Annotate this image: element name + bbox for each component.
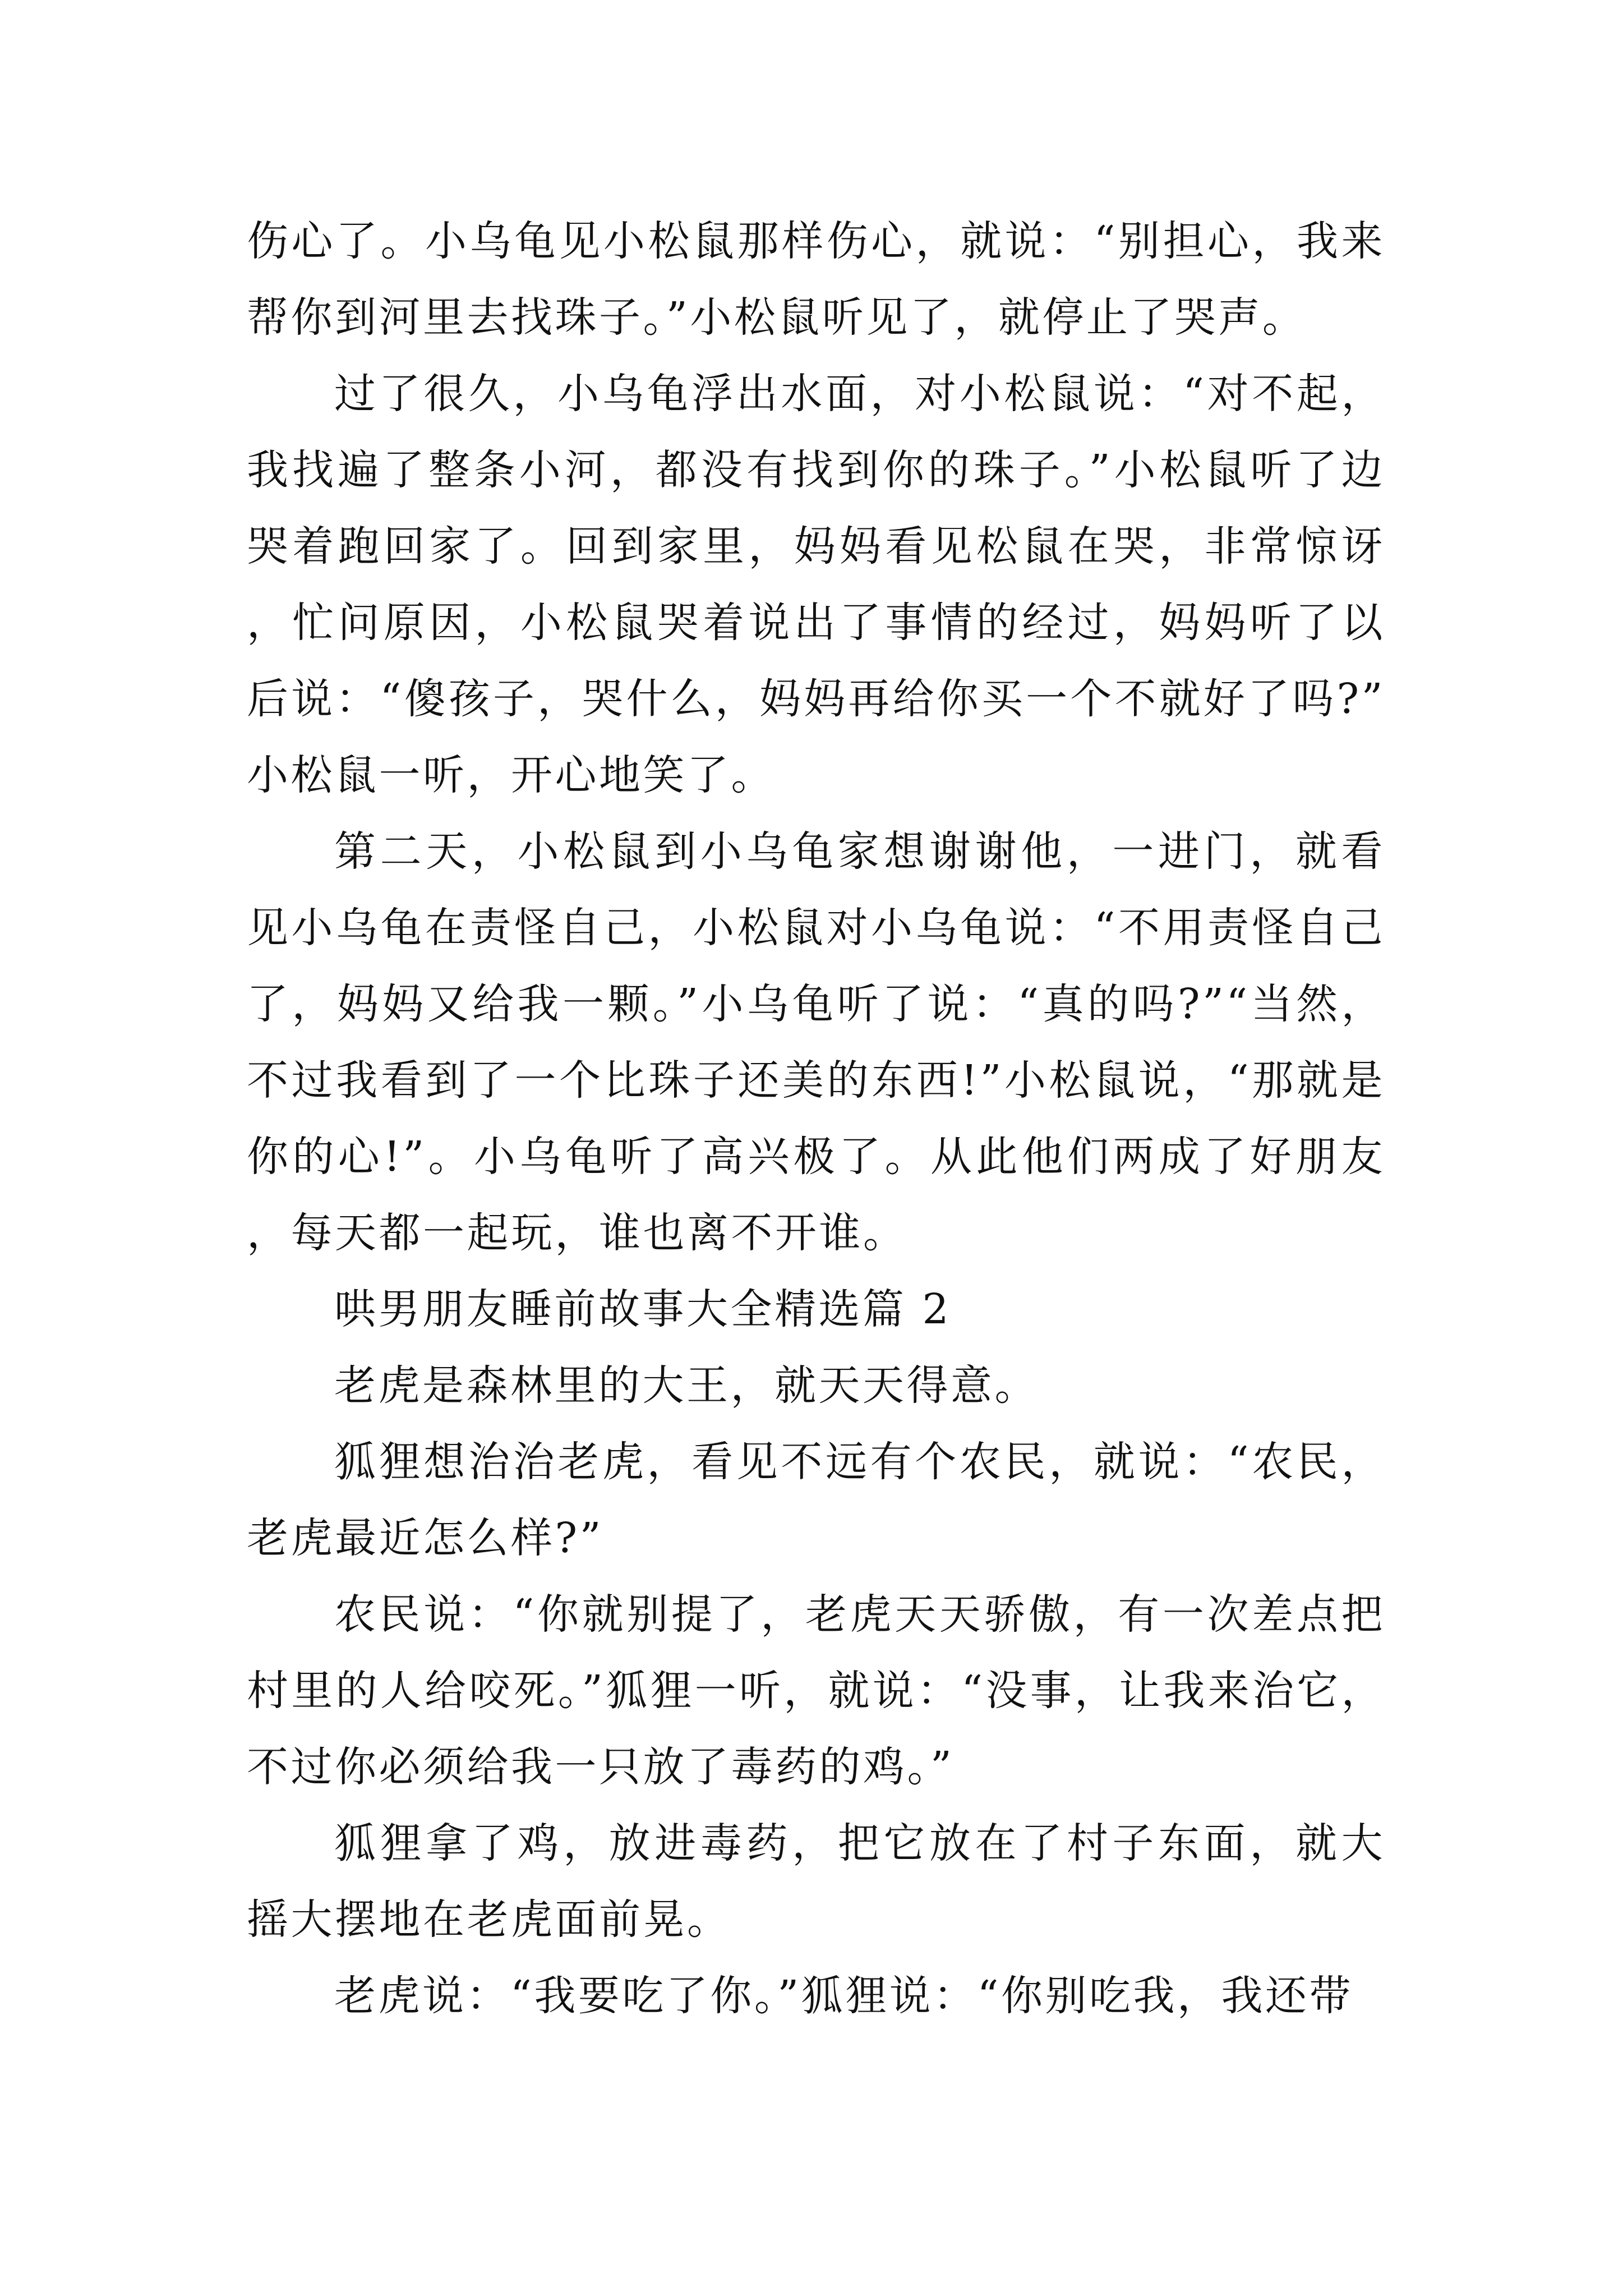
paragraph-1: 伤心了。小乌龟见小松鼠那样伤心，就说：“别担心，我来帮你到河里去找珠子。”小松鼠听见了，就停止了哭声。 <box>247 217 1385 342</box>
paragraph-5: 狐狸想治治老虎，看见不远有个农民，就说：“农民，老虎最近怎么样?” <box>247 1438 1385 1562</box>
paragraph-2: 过了很久，小乌龟浮出水面，对小松鼠说：“对不起，我找遍了整条小河，都没有找到你的珠子。”小松鼠听了边哭着跑回家了。回到家里，妈妈看见松鼠在哭，非常惊讶，忙问原因，小松鼠哭着说出了事情的经过，妈妈听了以后说：“傻孩子，哭什么，妈妈再给你买一个不就好了吗?”小松鼠一听，开心地笑了。 <box>247 370 1385 799</box>
paragraph-7: 狐狸拿了鸡，放进毒药，把它放在了村子东面，就大摇大摆地在老虎面前晃。 <box>247 1819 1385 1944</box>
paragraph-3: 第二天，小松鼠到小乌龟家想谢谢他，一进门，就看见小乌龟在责怪自己，小松鼠对小乌龟说：“不用责怪自己了，妈妈又给我一颗。”小乌龟听了说：“真的吗?”“当然，不过我看到了一个比珠子还美的东西!”小松鼠说，“那就是你的心!”。小乌龟听了高兴极了。从此他们两成了好朋友，每天都一起玩，谁也离不开谁。 <box>247 827 1385 1257</box>
paragraph-8: 老虎说：“我要吃了你。”狐狸说：“你别吃我，我还带 <box>334 1972 1353 2020</box>
paragraph-4: 老虎是森林里的大王，就天天得意。 <box>334 1361 1039 1410</box>
section-heading: 哄男朋友睡前故事大全精选篇 2 <box>334 1285 952 1333</box>
document-body <box>247 203 1385 2034</box>
paragraph-6: 农民说：“你就别提了，老虎天天骄傲，有一次差点把村里的人给咬死。”狐狸一听，就说：“没事，让我来治它，不过你必须给我一只放了毒药的鸡。” <box>247 1590 1385 1791</box>
